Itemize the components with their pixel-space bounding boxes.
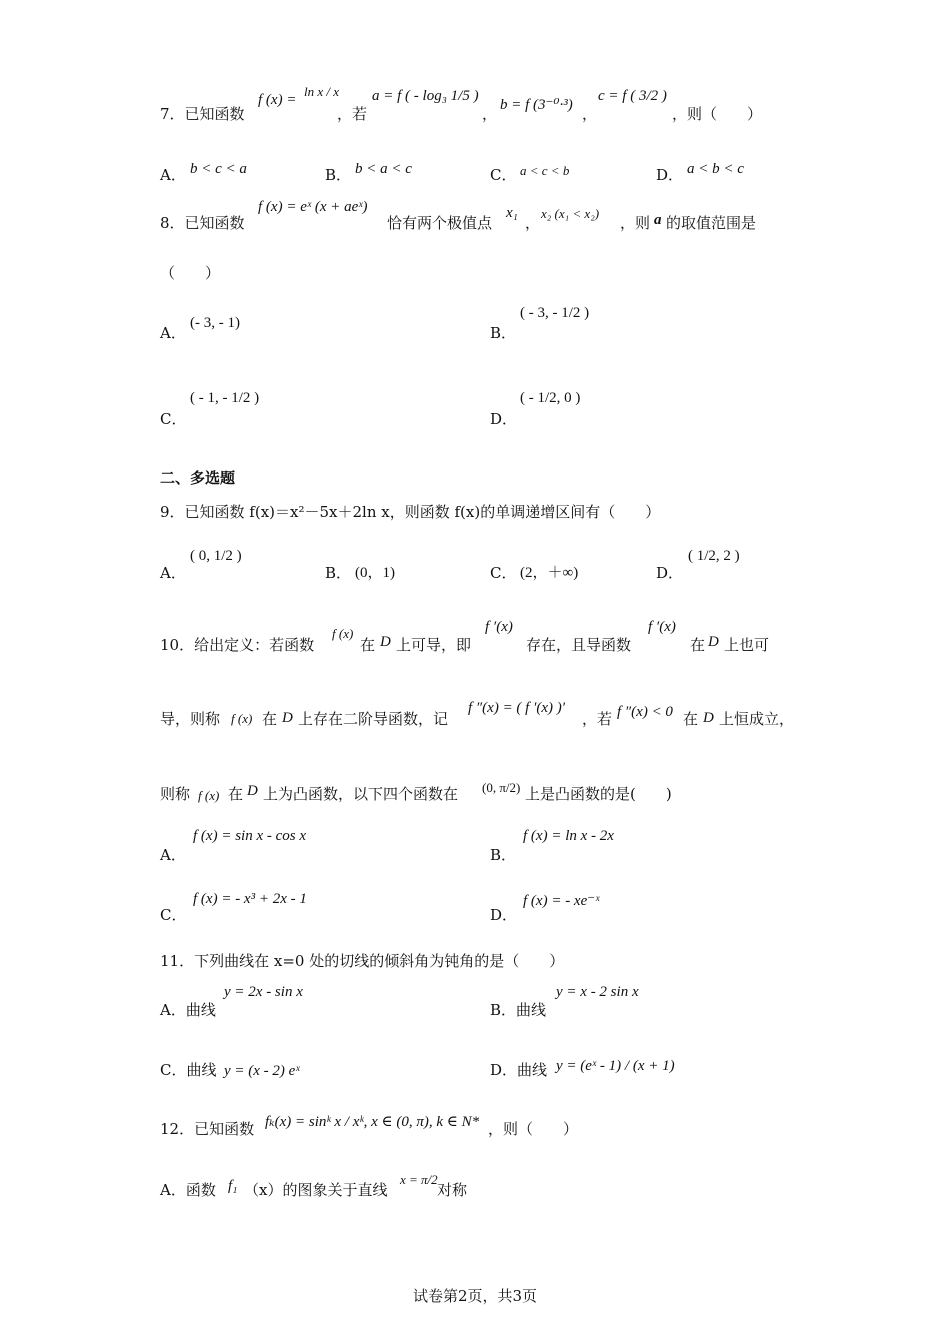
q7-option-b-expr: b < a < c: [355, 161, 412, 177]
q7-ruo: ，若: [337, 105, 368, 123]
q11-option-b-expr: y = x - 2 sin x: [556, 984, 639, 1000]
section-heading-multiple-choice: 二、多选题: [160, 469, 236, 487]
q11-option-a-expr: y = 2x - sin x: [224, 984, 303, 1000]
q10-line2-f: 上恒成立，: [719, 710, 795, 728]
q12-tail: ，则（ ）: [488, 1120, 579, 1138]
q11-option-c-label: C．曲线: [160, 1061, 217, 1079]
q8-number: 8．已知函数: [160, 214, 245, 232]
q7-function-f: [258, 92, 296, 109]
q7-b-def: b = f (3⁻⁰·³): [500, 97, 573, 113]
q10-line2-b: 在: [262, 710, 278, 728]
q12-function-expr: fₖ(x) = sinᵏ x / xᵏ, x ∈ (0, π), k ∈ N*: [265, 1114, 480, 1130]
q12-option-a-mid: （x）的图象关于直线: [244, 1181, 388, 1199]
q10-option-d-label: D．: [490, 906, 518, 924]
q9-stem: 9．已知函数 f(x)＝x²－5x＋2ln x，则函数 f(x)的单调递增区间有（ ）: [160, 503, 661, 521]
q10-line1-f: 上也可: [724, 636, 770, 654]
q9-option-d-expr: ( 1/2, 2 ): [688, 548, 740, 564]
q10-option-c-label: C．: [160, 906, 187, 924]
q10-second-derivative-def: f ″(x) = ( f ′(x) )′: [468, 700, 566, 716]
q10-fprime-1: f ′(x): [485, 619, 513, 635]
q10-D-4: D: [703, 710, 714, 726]
q10-line2-e: 在: [683, 710, 699, 728]
q9-option-d-label: D．: [656, 564, 684, 582]
q10-fprime-2: f ′(x): [648, 619, 676, 635]
q10-line1-e: 在: [690, 636, 706, 654]
q8-paren: （ ）: [160, 264, 221, 282]
q8-option-a-expr: (- 3, - 1): [190, 315, 240, 331]
q8-a-var: a: [654, 212, 662, 228]
q8-tail: ，则: [620, 214, 651, 232]
q10-line2-d: ，若: [582, 710, 613, 728]
q7-ze: ，则（ ）: [672, 105, 763, 123]
q7-sep2: ，: [582, 105, 598, 123]
q11-option-c-expr: y = (x - 2) eˣ: [224, 1063, 300, 1079]
q7-option-a-expr: b < c < a: [190, 161, 247, 177]
q8-option-c-label: C．: [160, 410, 187, 428]
q11-option-b-label: B．曲线: [490, 1001, 547, 1019]
q9-option-a-expr: ( 0, 1/2 ): [190, 548, 242, 564]
q8-function: f (x) = eˣ (x + aeˣ): [258, 199, 368, 215]
q10-line2-c: 上存在二阶导函数，记: [298, 710, 449, 728]
q9-option-b-expr: (0，1): [355, 565, 395, 581]
q8-option-d-label: D．: [490, 410, 518, 428]
q10-option-a-label: A．: [160, 846, 186, 864]
q8-option-b-expr: ( - 3, - 1/2 ): [520, 305, 590, 321]
q8-tail2: 的取值范围是: [666, 214, 757, 232]
q7-option-b-label: B．: [325, 166, 352, 184]
q9-option-c-expr: (2，＋∞): [520, 565, 579, 581]
q7-option-d-expr: a < b < c: [687, 161, 744, 177]
q10-D-2: D: [708, 634, 719, 650]
q10-option-d-expr: f (x) = - xe⁻ˣ: [523, 893, 600, 909]
q7-option-c-expr: a < c < b: [520, 163, 570, 178]
q9-option-b-label: B．: [325, 564, 352, 582]
q10-line1-d: 存在，且导函数: [526, 636, 632, 654]
q12-option-a-tail: 对称: [437, 1181, 468, 1199]
q10-second-derivative-cond: f ″(x) < 0: [617, 704, 673, 720]
q10-line3-c: 上为凸函数，以下四个函数在: [263, 785, 459, 803]
q10-fx-3: f (x): [198, 788, 220, 803]
q8-option-c-expr: ( - 1, - 1/2 ): [190, 390, 260, 406]
q10-line1-c: 上可导，即: [396, 636, 472, 654]
q8-mid-text: 恰有两个极值点: [387, 214, 493, 232]
q12-option-a-line: x = π/2: [400, 1172, 438, 1187]
q10-line3-d: 上是凸函数的是( ): [525, 785, 672, 803]
q8-sep: ，: [525, 214, 541, 232]
q11-stem: 11．下列曲线在 x=0 处的切线的倾斜角为钝角的是（ ）: [160, 952, 565, 970]
q9-option-a-label: A．: [160, 564, 186, 582]
q10-option-b-expr: f (x) = ln x - 2x: [523, 828, 614, 844]
q7-a-def: a = f ( - log₃ 1/5 ): [372, 88, 479, 104]
q7-option-d-label: D．: [656, 166, 684, 184]
q7-number: 7．已知函数: [160, 105, 245, 123]
q11-option-d-label: D．曲线: [490, 1061, 548, 1079]
q10-line3-a: 则称: [160, 785, 191, 803]
q11-option-a-label: A．曲线: [160, 1001, 216, 1019]
q10-option-a-expr: f (x) = sin x - cos x: [193, 828, 306, 844]
q11-option-d-expr: y = (eˣ - 1) / (x + 1): [556, 1058, 675, 1074]
q10-line2-a: 导，则称: [160, 710, 221, 728]
q8-x1: x₁: [506, 205, 518, 221]
q8-option-b-label: B．: [490, 324, 517, 342]
q10-option-c-expr: f (x) = - x³ + 2x - 1: [193, 891, 307, 907]
q10-line1-a: 10．给出定义：若函数: [160, 636, 315, 654]
q7-sep1: ，: [482, 105, 498, 123]
q10-interval: (0, π/2): [482, 780, 521, 795]
page-footer: 试卷第2页，共3页: [412, 1287, 538, 1305]
q10-option-b-label: B．: [490, 846, 517, 864]
q12-option-a-f1: f₁: [228, 1178, 238, 1194]
q8-option-a-label: A．: [160, 324, 186, 342]
q9-option-c-label: C．: [490, 564, 517, 582]
q8-option-d-expr: ( - 1/2, 0 ): [520, 390, 581, 406]
q10-line3-b: 在: [228, 785, 244, 803]
q7-option-c-label: C．: [490, 166, 517, 184]
q10-line1-b: 在: [360, 636, 376, 654]
q10-fx-2: f (x): [231, 711, 253, 726]
q10-D-5: D: [247, 783, 258, 799]
q10-D-3: D: [282, 710, 293, 726]
q12-number: 12．已知函数: [160, 1120, 255, 1138]
q10-fx-1: f (x): [332, 626, 354, 641]
q7-c-def: c = f ( 3/2 ): [598, 88, 667, 104]
q12-option-a-label: A．函数: [160, 1181, 216, 1199]
q7-option-a-label: A．: [160, 166, 186, 184]
q10-D-1: D: [380, 634, 391, 650]
q8-x2: x₂ (x₁ < x₂): [541, 206, 600, 221]
q7-f-expr: f (x) =: [258, 92, 297, 108]
q7-fraction: ln x / x: [304, 84, 340, 99]
